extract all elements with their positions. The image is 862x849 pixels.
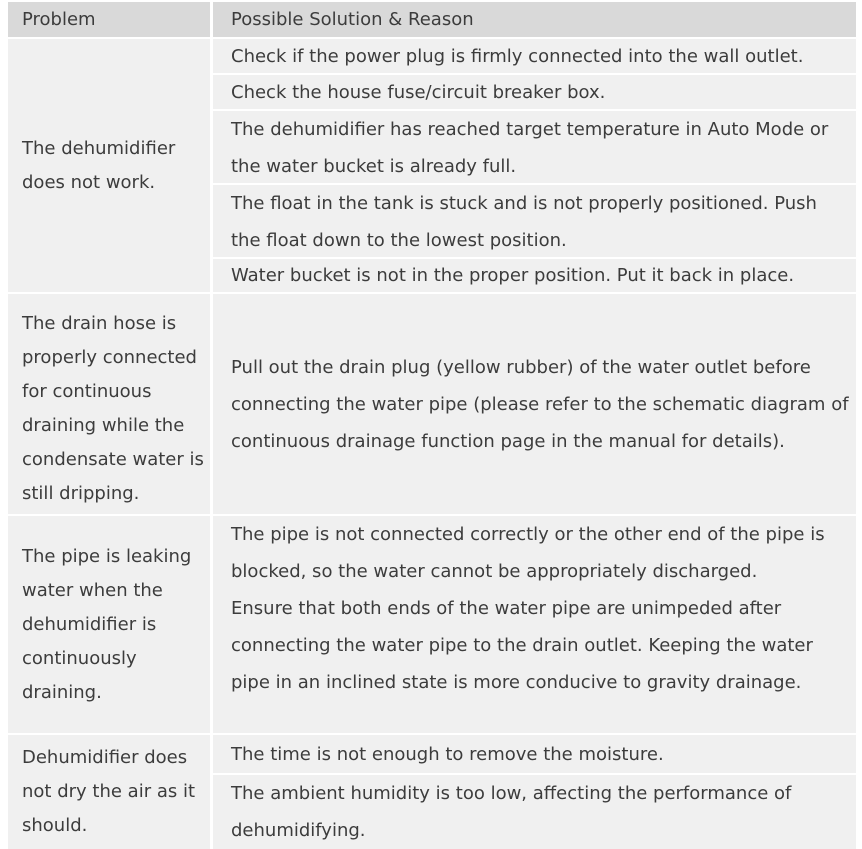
solution-text: Ensure that both ends of the water pipe are unimpeded after connecting the water pipe to the drain outlet. Keeping the water pipe in an inclined state is more conducive to gravity drainage. — [231, 598, 813, 693]
problem-cell-not-drying — [8, 735, 210, 849]
solution-text: The pipe is not connected correctly or the other end of the pipe is blocked, so the water cannot be appropriately discharged. — [231, 524, 825, 582]
solution-text: The dehumidifier has reached target temperature in Auto Mode or the water bucket is already full. — [231, 119, 829, 177]
solution-cell — [213, 111, 856, 183]
problem-text: Dehumidifier does not dry the air as it should. — [22, 747, 196, 836]
solution-cell — [213, 516, 856, 733]
solution-cell — [213, 775, 856, 849]
header-solution — [213, 2, 856, 37]
header-solution-label: Possible Solution & Reason — [231, 9, 474, 30]
header-problem-label: Problem — [22, 9, 96, 30]
solution-cell — [213, 735, 856, 773]
problem-cell-pipe-leaking — [8, 516, 210, 733]
problem-text: The dehumidifier does not work. — [22, 137, 176, 193]
solution-cell — [213, 75, 856, 109]
solution-cell — [213, 185, 856, 257]
solution-cell — [213, 294, 856, 514]
solution-cell — [213, 259, 856, 292]
problem-text: The drain hose is properly connected for continuous draining while the condensate water is still dripping. — [22, 313, 204, 504]
solution-text: Check the house fuse/circuit breaker box. — [231, 81, 606, 103]
solution-text: Pull out the drain plug (yellow rubber) of the water outlet before connecting the water pipe (please refer to the schematic diagram of continuous drainage function page in the manual for details). — [231, 356, 849, 452]
problem-cell-no-power — [8, 39, 210, 292]
solution-cell — [213, 39, 856, 73]
header-problem — [8, 2, 210, 37]
problem-text: The pipe is leaking water when the dehumidifier is continuously draining. — [22, 545, 192, 703]
problem-cell-drain-dripping — [8, 294, 210, 514]
solution-text: Water bucket is not in the proper position. Put it back in place. — [231, 265, 795, 286]
solution-text: The float in the tank is stuck and is not properly positioned. Push the float down to the lowest position. — [231, 193, 817, 251]
solution-text: The time is not enough to remove the moisture. — [231, 743, 664, 765]
solution-text: The ambient humidity is too low, affecting the performance of dehumidifying. — [231, 783, 792, 841]
solution-text: Check if the power plug is firmly connected into the wall outlet. — [231, 45, 804, 67]
